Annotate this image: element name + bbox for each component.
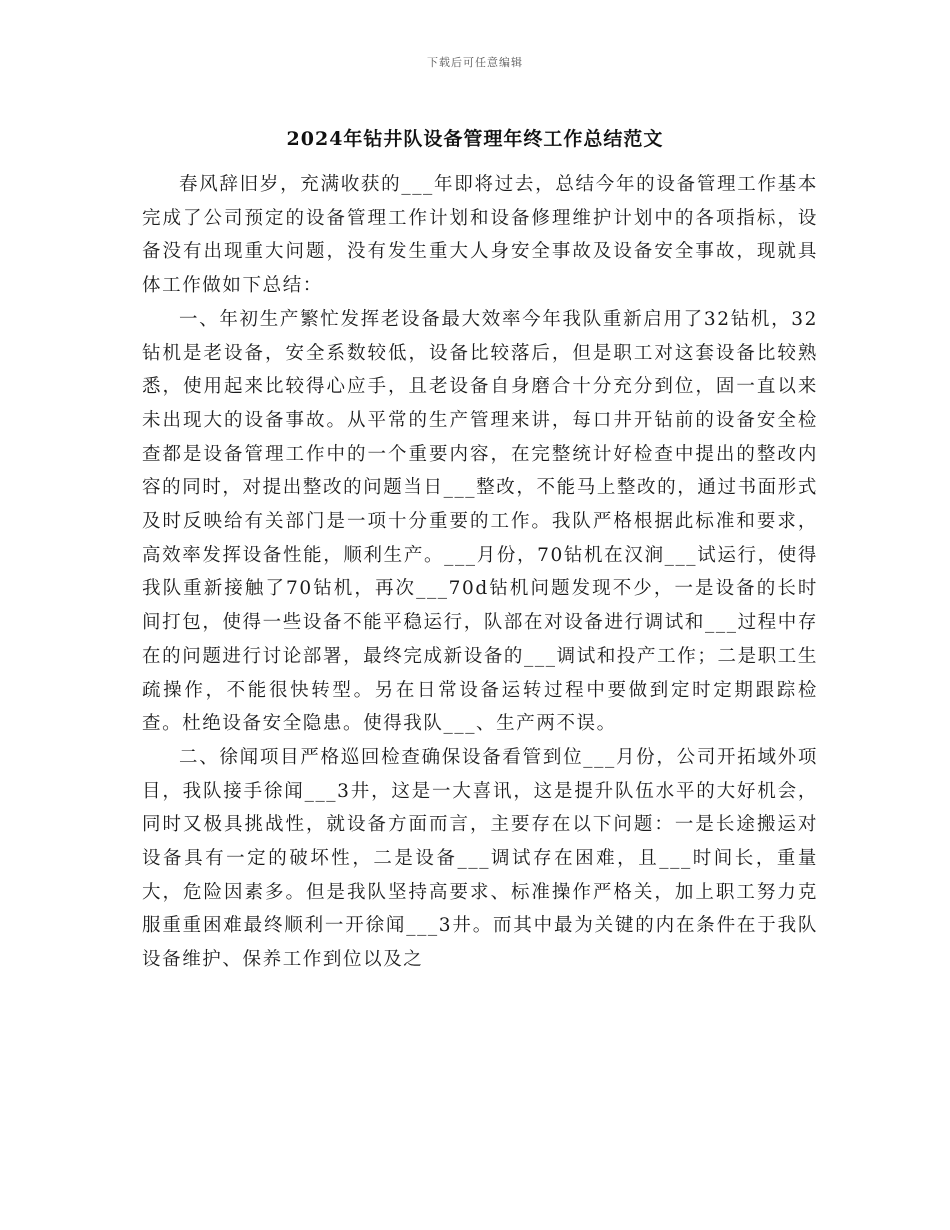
paragraph-section-2: 二、徐闻项目严格巡回检查确保设备看管到位___月份，公司开拓域外项目，我队接手徐闻___3井，这是一大喜讯，这是提升队伍水平的大好机会，同时又极具挑战性，就设备方面而言，主要存在以下问题：一是长途搬运对设备具有一定的破坏性，二是设备___调试存在困难，且___时间长，重量大，危险因素多。但是我队坚持高要求、标准操作严格关，加上职工努力克服重重困难最终顺利一开徐闻___3井。而其中最为关键的内在条件在于我队设备维护、保养工作到位以及之 (142, 746, 818, 971)
document-body (142, 168, 818, 977)
paragraph-intro: 春风辞旧岁，充满收获的___年即将过去，总结今年的设备管理工作基本完成了公司预定的设备管理工作计划和设备修理维护计划中的各项指标，设备没有出现重大问题，没有发生重大人身安全事故及设备安全事故，现就具体工作做如下总结： (142, 174, 818, 297)
document-title: 2024年钻井队设备管理年终工作总结范文 (286, 128, 664, 150)
paragraph-section-1: 一、年初生产繁忙发挥老设备最大效率今年我队重新启用了32钻机，32钻机是老设备，安全系数较低，设备比较落后，但是职工对这套设备比较熟悉，使用起来比较得心应手，且老设备自身磨合十分充分到位，固一直以来未出现大的设备事故。从平常的生产管理来讲，每口井开钻前的设备安全检查都是设备管理工作中的一个重要内容，在完整统计好检查中提出的整改内容的同时，对提出整改的问题当日___整改，不能马上整改的，通过书面形式及时反映给有关部门是一项十分重要的工作。我队严格根据此标准和要求，高效率发挥设备性能，顺利生产。___月份，70钻机在汉涧___试运行，使得我队重新接触了70钻机，再次___70d钻机问题发现不少，一是设备的长时间打包，使得一些设备不能平稳运行，队部在对设备进行调试和___过程中存在的问题进行讨论部署，最终完成新设备的___调试和投产工作；二是职工生疏操作，不能很快转型。另在日常设备运转过程中要做到定时定期跟踪检查。杜绝设备安全隐患。使得我队___、生产两不误。 (142, 308, 818, 735)
header-note: 下载后可任意编辑 (427, 56, 523, 69)
